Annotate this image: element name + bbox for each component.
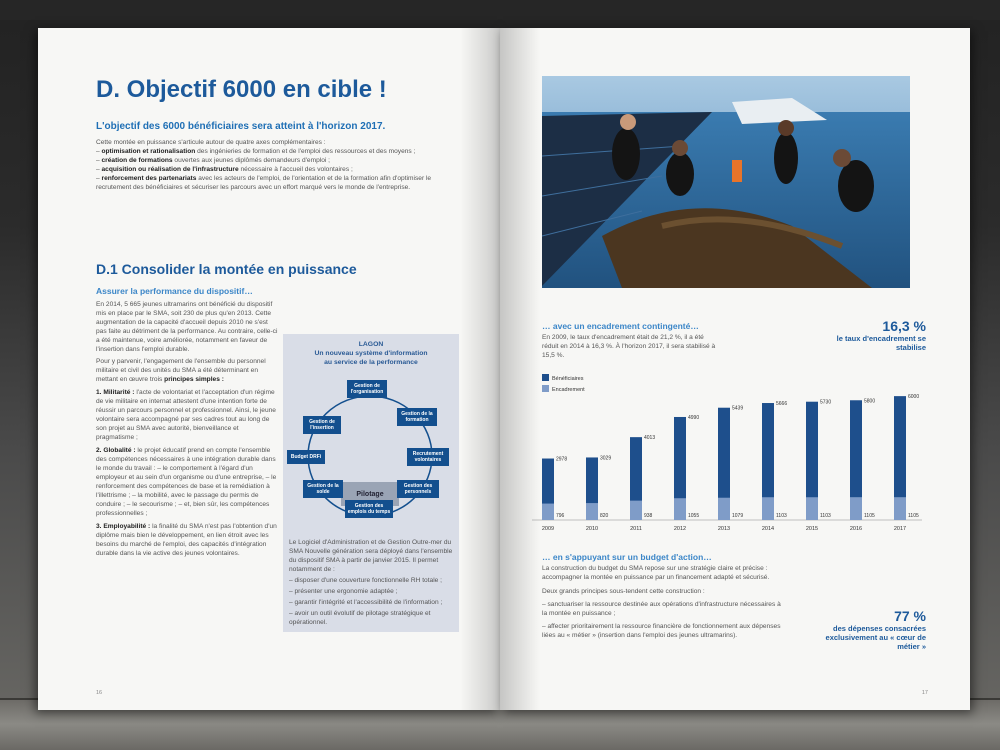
value-label-beneficiaires: 6000 [908,394,920,401]
node-personnels: Gestion des personnels [397,480,439,498]
value-label-beneficiaires: 4990 [688,414,700,421]
principles-list [96,388,278,558]
stat-encadrement [830,318,926,352]
box-item: – garantir l'intégrité et l'accessibilité de l'information ; [289,599,443,606]
budget-item: – sanctuariser la ressource destinée aux opérations d'infrastructure nécessaires à la montée en puissance ; [542,601,781,617]
legend-label-beneficiaires: Bénéficiaires [552,376,584,382]
x-tick-label: 2015 [805,526,819,532]
value-label-beneficiaires: 5666 [776,401,788,408]
stat-depenses-value: 77 % [894,608,926,624]
value-label-beneficiaires: 4013 [644,435,656,442]
paragraph-2: Pour y parvenir, l'engagement de l'ensemble du personnel militaire et civil des unités du SMA a été déterminant en mettant en œuvre trois principes simples : [96,358,266,383]
background-top [0,0,1000,20]
page-title: D. Objectif 6000 en cible ! [96,76,387,103]
subsection-title: Assurer la performance du dispositif… [96,286,253,296]
box-title-3: au service de la performance [324,359,418,366]
value-label-beneficiaires: 3029 [600,455,612,462]
diagram-center: Pilotage [341,482,399,506]
budget-paragraph-2: Deux grands principes sous-tendent cette construction : [542,588,705,595]
value-label-encadrement: 1105 [908,513,919,519]
stat-depenses [816,608,926,651]
intro-bullets [96,147,456,192]
x-tick-label: 2011 [630,526,642,532]
value-label-encadrement: 938 [644,513,653,519]
bar-encadrement [718,498,730,520]
section-encadrement-title: … avec un encadrement contingenté… [542,321,699,331]
intro-text: Cette montée en puissance s'articule autour de quatre axes complémentaires : [96,139,326,146]
lagon-diagram [283,372,459,530]
page-number-right: 17 [921,690,928,696]
value-label-beneficiaires: 2978 [556,456,568,463]
stat-depenses-label: des dépenses consacrées exclusivement au « cœur de métier » [825,624,926,651]
intro-bullet: – renforcement des partenariats avec les acteurs de l'emploi, de l'orientation et de la formation afin d'optimiser le recrutement des bénéficiaires et sécuriser les parcours avec un effort marqué vers le monde de l'entreprise. [96,175,432,191]
box-item: – présenter une ergonomie adaptée ; [289,588,398,595]
box-items [289,576,455,627]
lagon-box [283,334,459,632]
bar-encadrement [894,497,906,520]
intro-bullet: – création de formations ouvertes aux jeunes diplômés demandeurs d'emploi ; [96,157,330,164]
bar-encadrement [674,498,686,520]
box-item: – avoir un outil évolutif de pilotage stratégique et opérationnel. [289,610,431,626]
value-label-beneficiaires: 5800 [864,398,876,405]
photo-illustration [542,76,910,288]
value-label-encadrement: 820 [600,513,609,519]
principle-item: 3. Employabilité : la finalité du SMA n'est pas l'obtention d'un diplôme mais bien le développement, en lien étroit avec les besoins du marché de l'emploi, des capacités d'intégration durable dans la vie active des jeunes volontaires. [96,523,277,557]
bar-encadrement [806,497,818,520]
intro-block [96,138,456,192]
box-title-2: Un nouveau système d'information [314,350,428,357]
x-tick-label: 2017 [893,526,907,532]
section-title: D.1 Consolider la montée en puissance [96,261,357,277]
x-tick-label: 2013 [717,526,731,532]
left-column [96,300,278,558]
section-encadrement-text: En 2009, le taux d'encadrement était de 21,2 %, il a été réduit en 2014 à 16,3 %. À l'horizon 2017, il sera stabilisé à 15,5 %. [542,334,716,359]
legend-label-encadrement: Encadrement [552,387,585,393]
bar-encadrement [586,503,598,520]
box-title-1: LAGON [358,341,384,348]
value-label-encadrement: 1055 [688,513,700,519]
box-description: Le Logiciel d'Administration et de Gestion Outre-mer du SMA Nouvelle génération sera déployé dans l'ensemble du dispositif SMA à partir de janvier 2015. Il permet notamment de : [289,539,453,573]
budget-item: – affecter prioritairement la ressource financière de fonctionnement aux dépenses liées au « métier » (insertion dans l'emploi des jeunes ultramarins). [542,623,781,639]
value-label-encadrement: 1079 [732,513,744,519]
budget-paragraph-1: La construction du budget du SMA repose sur une stratégie claire et précise : accompagner la montée en puissance par un financement adapté et sécurisé. [542,565,770,581]
open-brochure [38,28,970,710]
intro-bullet: – optimisation et rationalisation des ingénieries de formation et de l'emploi des ressources et des moyens ; [96,148,416,155]
photo-divers-net [542,76,910,288]
value-label-beneficiaires: 5439 [732,405,744,412]
beneficiaires-chart [532,372,932,542]
bar-encadrement [630,501,642,520]
page-number-left: 16 [96,690,103,696]
paragraph-1: En 2014, 5 665 jeunes ultramarins ont bénéficié du dispositif mis en place par le SMA, soit 230 de plus qu'en 2013. Cette augmentation de la capacité d'accueil depuis 2010 ne s'est pas faite au détriment de la performance. Au contraire, celle-ci a été maintenue, voire améliorée, notamment en faveur de l'insertion dans l'emploi durable. [96,301,278,353]
stat-encadrement-label: le taux d'encadrement se stabilise [836,334,926,352]
legend-swatch-beneficiaires [542,374,549,381]
section-budget-title: … en s'appuyant sur un budget d'action… [542,552,712,562]
node-emplois-du-temps: Gestion des emplois du temps [345,500,393,518]
box-text [289,538,455,627]
node-insertion: Gestion de l'insertion [303,416,341,434]
node-formation: Gestion de la formation [397,408,437,426]
value-label-encadrement: 1103 [776,513,787,519]
value-label-encadrement: 796 [556,513,565,519]
value-label-beneficiaires: 5730 [820,399,832,406]
section-budget-text [542,564,782,640]
bar-encadrement [850,497,862,520]
legend-swatch-encadrement [542,385,549,392]
x-tick-label: 2014 [761,526,775,532]
x-tick-label: 2012 [673,526,687,532]
node-recrutement: Recrutement volontaires [407,448,449,466]
principle-item: 1. Militarité : l'acte de volontariat et l'acceptation d'un régime de vie militaire en internat attestent d'une intention forte de réussir un parcours personnel et professionnel. Ainsi, le jeune volontaire sera accompagné par ses cadres tout au long de son projet au SMA avec autorité, bienveillance et pragmatisme ; [96,389,276,441]
stat-encadrement-value: 16,3 % [882,318,926,334]
node-budget: Budget DRFi [287,450,325,464]
node-solde: Gestion de la solde [303,480,343,498]
intro-bullet: – acquisition ou réalisation de l'infrastructure nécessaire à l'accueil des volontaires ; [96,166,353,173]
node-organisation: Gestion de l'organisation [347,380,387,398]
x-tick-label: 2009 [541,526,555,532]
value-label-encadrement: 1103 [820,513,831,519]
principle-item: 2. Globalité : le projet éducatif prend en compte l'ensemble des compétences nécessaires à une intégration durable dans le monde du travail : – le comportement à l'égard d'un employeur et au sein d'un organisme ou d'une entreprise, – le renforcement des compétences de base et la remédiation à l'illettrisme ; – la mobilité, avec le passage du permis de conduire ; – le secourisme ; – et, bien sûr, les compétences professionnelles ; [96,447,277,517]
x-tick-label: 2010 [585,526,599,532]
x-tick-label: 2016 [849,526,863,532]
bar-encadrement [762,497,774,520]
value-label-encadrement: 1105 [864,513,875,519]
budget-items [542,600,782,640]
bar-encadrement [542,504,554,520]
right-page [500,28,970,710]
box-item: – disposer d'une couverture fonctionnelle RH totale ; [289,577,443,584]
left-page [38,28,500,710]
intro-title: L'objectif des 6000 bénéficiaires sera atteint à l'horizon 2017. [96,121,386,132]
